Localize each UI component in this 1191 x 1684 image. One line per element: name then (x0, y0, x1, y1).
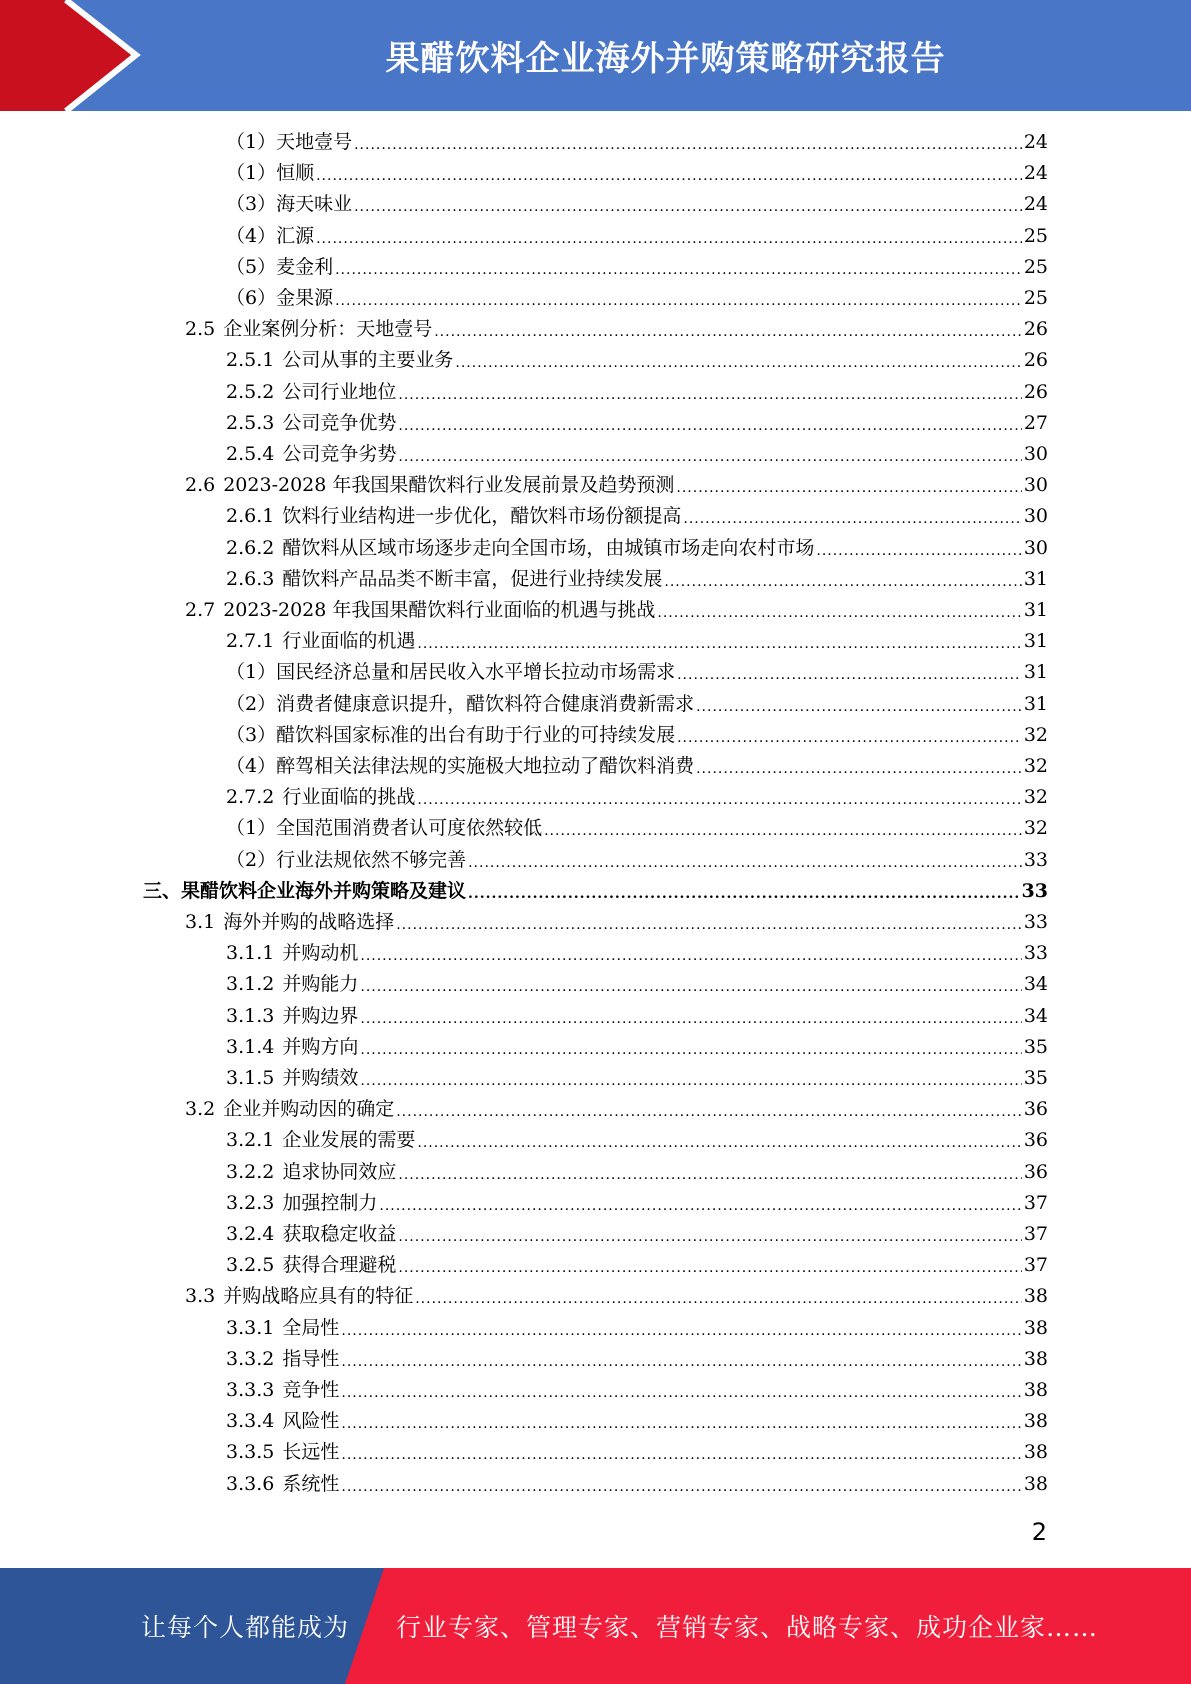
toc-entry-page: 33 (1023, 942, 1048, 965)
toc-dot-leader (341, 1406, 1021, 1437)
toc-entry[interactable] (226, 252, 1048, 283)
toc-entry-title: 麦金利 (276, 255, 334, 278)
toc-entry-title: 行业面临的机遇 (282, 630, 416, 653)
toc-entry-page: 35 (1023, 1035, 1048, 1058)
toc-dot-leader (696, 751, 1022, 782)
toc-entry-number: （2） (226, 692, 277, 715)
toc-entry-title: 追求协同效应 (282, 1160, 397, 1183)
toc-dot-leader (341, 1313, 1021, 1344)
toc-entry-title: 恒顺 (276, 162, 315, 185)
toc-entry-number: 3.1.4 (226, 1035, 275, 1058)
toc-dot-leader (544, 813, 1022, 844)
toc-dot-leader (417, 782, 1021, 813)
toc-entry-number: （1） (226, 817, 277, 840)
toc-entry-page: 36 (1023, 1129, 1048, 1152)
toc-dot-leader (455, 345, 1021, 376)
toc-entry-title: 海外并购的战略选择 (223, 911, 395, 933)
toc-entry-number: 3.2.1 (226, 1129, 275, 1152)
toc-entry-page: 36 (1023, 1098, 1048, 1121)
toc-entry[interactable] (226, 127, 1048, 158)
page-footer (0, 1568, 1191, 1684)
toc-entry-number: 3.3.1 (226, 1316, 275, 1339)
toc-entry-page: 30 (1023, 474, 1048, 497)
toc-dot-leader (379, 1188, 1021, 1219)
toc-entry-number: 2.5.3 (226, 411, 275, 434)
toc-entry-title: 获取稳定收益 (282, 1223, 397, 1245)
toc-entry-number: 2.5.4 (226, 443, 275, 465)
toc-entry-page: 33 (1023, 911, 1048, 933)
toc-entry[interactable] (185, 1281, 1048, 1312)
toc-entry-title: 企业案例分析：天地壹号 (223, 318, 433, 341)
toc-entry-page: 26 (1023, 349, 1048, 372)
toc-dot-leader (354, 189, 1022, 220)
report-title: 果醋饮料企业海外并购策略研究报告 (385, 39, 946, 79)
toc-dot-leader (468, 876, 1020, 907)
toc-entry-number: （5） (226, 255, 277, 278)
toc-dot-leader (657, 595, 1021, 626)
toc-entry[interactable] (226, 1406, 1048, 1437)
toc-dot-leader (335, 283, 1022, 314)
toc-entry-page: 37 (1023, 1223, 1048, 1245)
toc-entry-number: 2.7.1 (226, 630, 275, 653)
footer-slogan-left: 让每个人都能成为 (141, 1613, 350, 1642)
toc-entry-number: （4） (226, 755, 277, 777)
toc-entry-number: 2.6.1 (226, 505, 275, 528)
toc-entry[interactable] (185, 1094, 1048, 1125)
toc-dot-leader (417, 626, 1021, 657)
toc-entry-number: 3.3.2 (226, 1347, 275, 1370)
toc-entry-title: 企业并购动因的确定 (223, 1098, 395, 1121)
toc-entry-number: 3.3.4 (226, 1410, 275, 1433)
toc-dot-leader (360, 969, 1021, 1000)
toc-entry-title: 并购边界 (282, 1004, 359, 1027)
toc-entry-number: 3.2 (185, 1098, 216, 1121)
toc-entry-title: 并购能力 (282, 973, 359, 996)
toc-entry-title: 竞争性 (282, 1379, 340, 1401)
toc-entry[interactable] (226, 1157, 1048, 1188)
toc-dot-leader (396, 907, 1022, 938)
toc-entry[interactable] (226, 657, 1048, 688)
toc-dot-leader (398, 408, 1021, 439)
toc-entry-page: 24 (1023, 131, 1048, 153)
toc-entry-number: 2.7.2 (226, 786, 275, 809)
toc-entry[interactable] (226, 345, 1048, 376)
toc-entry-page: 25 (1023, 287, 1048, 309)
toc-entry-title: 加强控制力 (282, 1191, 378, 1214)
toc-entry-page: 36 (1023, 1160, 1048, 1183)
toc-entry-title: 行业法规依然不够完善 (276, 848, 467, 871)
toc-entry[interactable] (226, 439, 1048, 470)
toc-entry-title: 醋饮料从区域市场逐步走向全国市场，由城镇市场走向农村市场 (282, 536, 815, 559)
toc-entry[interactable] (226, 689, 1048, 720)
toc-entry-title: 金果源 (276, 287, 334, 309)
toc-entry[interactable] (226, 813, 1048, 844)
toc-entry-page: 34 (1023, 973, 1048, 996)
toc-entry-title: 醉驾相关法律法规的实施极大地拉动了醋饮料消费 (276, 755, 695, 777)
toc-entry-number: 3.3 (185, 1285, 216, 1308)
toc-entry-page: 33 (1021, 879, 1048, 902)
toc-entry-number: 3.1.3 (226, 1004, 275, 1027)
toc-entry-page: 30 (1023, 505, 1048, 528)
toc-entry[interactable] (226, 1469, 1048, 1500)
toc-entry[interactable] (226, 1375, 1048, 1406)
toc-dot-leader (360, 1032, 1021, 1063)
toc-entry-page: 38 (1023, 1347, 1048, 1370)
toc-entry[interactable] (226, 1437, 1048, 1468)
toc-dot-leader (396, 1094, 1022, 1125)
toc-entry-page: 38 (1023, 1285, 1048, 1308)
toc-entry[interactable] (226, 1188, 1048, 1219)
toc-entry-page: 38 (1023, 1410, 1048, 1433)
footer-slogan-right: 行业专家、管理专家、营销专家、战略专家、成功企业家…… (396, 1613, 1099, 1642)
toc-entry[interactable] (226, 189, 1048, 220)
toc-entry-title: 并购动机 (282, 942, 359, 965)
toc-entry-page: 25 (1023, 224, 1048, 247)
toc-entry-title: 2023-2028 年我国果醋饮料行业面临的机遇与挑战 (223, 599, 656, 621)
toc-entry-page: 31 (1023, 661, 1048, 684)
toc-dot-leader (360, 938, 1021, 969)
toc-dot-leader (816, 533, 1021, 564)
toc-entry[interactable] (226, 377, 1048, 408)
toc-entry-title: 消费者健康意识提升，醋饮料符合健康消费新需求 (276, 692, 695, 715)
toc-entry-title: 汇源 (276, 224, 315, 247)
toc-entry-number: 3.1 (185, 911, 216, 933)
toc-entry[interactable] (226, 1001, 1048, 1032)
toc-entry[interactable] (226, 782, 1048, 813)
page-number: 2 (1031, 1518, 1047, 1546)
toc-entry-number: 2.5.2 (226, 380, 275, 403)
toc-dot-leader (341, 1437, 1021, 1468)
toc-entry-number: （6） (226, 287, 277, 309)
toc-entry-title: 长远性 (282, 1441, 340, 1464)
toc-entry-number: 三、 (143, 879, 182, 902)
toc-dot-leader (677, 657, 1022, 688)
toc-entry-number: 3.2.5 (226, 1254, 275, 1277)
toc-entry-number: 2.5 (185, 318, 216, 341)
toc-entry-title: 醋饮料国家标准的出台有助于行业的可持续发展 (276, 723, 676, 746)
toc-entry-title: 全局性 (282, 1316, 340, 1339)
toc-entry-number: （4） (226, 224, 277, 247)
toc-dot-leader (335, 252, 1022, 283)
toc-entry-number: 2.7 (185, 599, 216, 621)
toc-dot-leader (316, 221, 1022, 252)
page-header (0, 0, 1191, 111)
toc-entry-page: 31 (1023, 630, 1048, 653)
toc-entry[interactable] (226, 1219, 1048, 1250)
toc-entry-title: 并购方向 (282, 1035, 359, 1058)
toc-entry[interactable] (226, 564, 1048, 595)
toc-dot-leader (398, 1219, 1021, 1250)
toc-entry-number: 3.1.1 (226, 942, 275, 965)
toc-entry-title: 并购绩效 (282, 1067, 359, 1089)
toc-entry-number: 3.3.3 (226, 1379, 275, 1401)
toc-entry-page: 37 (1023, 1191, 1048, 1214)
toc-entry-number: 3.1.2 (226, 973, 275, 996)
header-arrow-decoration (0, 0, 160, 111)
toc-entry-title: 国民经济总量和居民收入水平增长拉动市场需求 (276, 661, 676, 684)
toc-entry-title: 风险性 (282, 1410, 340, 1433)
toc-entry[interactable] (226, 283, 1048, 314)
toc-dot-leader (434, 314, 1022, 345)
toc-entry[interactable] (226, 1032, 1048, 1063)
toc-entry-page: 35 (1023, 1067, 1048, 1089)
toc-entry[interactable] (226, 626, 1048, 657)
toc-entry-number: 2.6.3 (226, 567, 275, 590)
toc-dot-leader (417, 1125, 1021, 1156)
toc-entry-number: 3.3.5 (226, 1441, 275, 1464)
toc-dot-leader (676, 470, 1021, 501)
toc-entry-page: 25 (1023, 255, 1048, 278)
toc-entry-title: 公司竞争劣势 (282, 443, 397, 465)
toc-entry-title: 行业面临的挑战 (282, 786, 416, 809)
toc-dot-leader (341, 1375, 1021, 1406)
toc-entry-page: 24 (1023, 193, 1048, 216)
toc-entry[interactable] (226, 158, 1048, 189)
toc-entry-page: 32 (1023, 723, 1048, 746)
toc-entry-title: 获得合理避税 (282, 1254, 397, 1277)
toc-entry-page: 37 (1023, 1254, 1048, 1277)
toc-dot-leader (341, 1469, 1021, 1500)
toc-entry[interactable] (226, 751, 1048, 782)
toc-dot-leader (360, 1001, 1021, 1032)
toc-entry-number: 3.2.2 (226, 1160, 275, 1183)
toc-entry-number: （3） (226, 193, 277, 216)
toc-entry-page: 33 (1023, 848, 1048, 871)
toc-entry-page: 32 (1023, 786, 1048, 809)
toc-entry-title: 指导性 (282, 1347, 340, 1370)
toc-entry[interactable] (226, 938, 1048, 969)
toc-entry[interactable] (226, 720, 1048, 751)
toc-dot-leader (664, 564, 1021, 595)
toc-entry[interactable] (226, 1344, 1048, 1375)
toc-entry-number: （1） (226, 661, 277, 684)
toc-entry-title: 果醋饮料企业海外并购策略及建议 (181, 879, 467, 902)
toc-entry-page: 34 (1023, 1004, 1048, 1027)
toc-entry[interactable] (226, 1063, 1048, 1094)
toc-entry-number: 3.2.3 (226, 1191, 275, 1214)
toc-entry-page: 38 (1023, 1472, 1048, 1495)
toc-dot-leader (398, 1250, 1021, 1281)
toc-entry-page: 30 (1023, 536, 1048, 559)
toc-entry[interactable] (185, 470, 1048, 501)
toc-entry-number: （3） (226, 723, 277, 746)
toc-entry-number: （2） (226, 848, 277, 871)
toc-dot-leader (696, 689, 1022, 720)
toc-entry-page: 27 (1023, 411, 1048, 434)
toc-dot-leader (316, 158, 1022, 189)
toc-entry[interactable] (226, 501, 1048, 532)
toc-dot-leader (415, 1281, 1022, 1312)
toc-entry-page: 31 (1023, 692, 1048, 715)
toc-entry-number: （1） (226, 162, 277, 185)
toc-dot-leader (398, 439, 1021, 470)
toc-entry-number: 2.5.1 (226, 349, 275, 372)
toc-entry-title: 并购战略应具有的特征 (223, 1285, 414, 1308)
toc-entry-page: 38 (1023, 1379, 1048, 1401)
toc-entry-page: 24 (1023, 162, 1048, 185)
toc-entry-number: 3.2.4 (226, 1223, 275, 1245)
toc-entry[interactable] (226, 1125, 1048, 1156)
toc-dot-leader (398, 1157, 1021, 1188)
toc-entry-page: 30 (1023, 443, 1048, 465)
toc-entry[interactable] (185, 595, 1048, 626)
toc-entry-page: 38 (1023, 1316, 1048, 1339)
toc-entry[interactable] (185, 314, 1048, 345)
toc-entry-title: 2023-2028 年我国果醋饮料行业发展前景及趋势预测 (223, 474, 675, 497)
toc-entry-page: 38 (1023, 1441, 1048, 1464)
toc-entry[interactable] (143, 876, 1048, 907)
toc-dot-leader (354, 127, 1022, 158)
toc-entry-page: 31 (1023, 567, 1048, 590)
toc-dot-leader (677, 720, 1022, 751)
toc-entry-title: 系统性 (282, 1472, 340, 1495)
toc-entry[interactable] (185, 907, 1048, 938)
toc-entry[interactable] (226, 221, 1048, 252)
toc-dot-leader (360, 1063, 1021, 1094)
toc-entry-title: 饮料行业结构进一步优化，醋饮料市场份额提高 (282, 505, 682, 528)
toc-dot-leader (398, 377, 1021, 408)
toc-entry[interactable] (226, 845, 1048, 876)
toc-entry-title: 天地壹号 (276, 131, 353, 153)
toc-entry-number: （1） (226, 131, 277, 153)
toc-entry-page: 26 (1023, 318, 1048, 341)
toc-entry-number: 2.6.2 (226, 536, 275, 559)
toc-entry[interactable] (226, 969, 1048, 1000)
toc-entry-number: 3.3.6 (226, 1472, 275, 1495)
toc-entry[interactable] (226, 1250, 1048, 1281)
toc-entry-title: 全国范围消费者认可度依然较低 (276, 817, 543, 840)
toc-entry[interactable] (226, 1313, 1048, 1344)
toc-entry-number: 2.6 (185, 474, 216, 497)
toc-entry-title: 醋饮料产品品类不断丰富，促进行业持续发展 (282, 567, 663, 590)
toc-dot-leader (468, 845, 1022, 876)
toc-entry-page: 31 (1023, 599, 1048, 621)
toc-entry-page: 32 (1023, 817, 1048, 840)
toc-entry-page: 26 (1023, 380, 1048, 403)
toc-dot-leader (683, 501, 1021, 532)
toc-entry[interactable] (226, 408, 1048, 439)
toc-entry-title: 公司从事的主要业务 (282, 349, 454, 372)
toc-entry-title: 企业发展的需要 (282, 1129, 416, 1152)
toc-dot-leader (341, 1344, 1021, 1375)
toc-entry-title: 公司竞争优势 (282, 411, 397, 434)
toc-entry[interactable] (226, 533, 1048, 564)
toc-entry-title: 公司行业地位 (282, 380, 397, 403)
toc-entry-page: 32 (1023, 755, 1048, 777)
toc-entry-number: 3.1.5 (226, 1067, 275, 1089)
toc-entry-title: 海天味业 (276, 193, 353, 216)
